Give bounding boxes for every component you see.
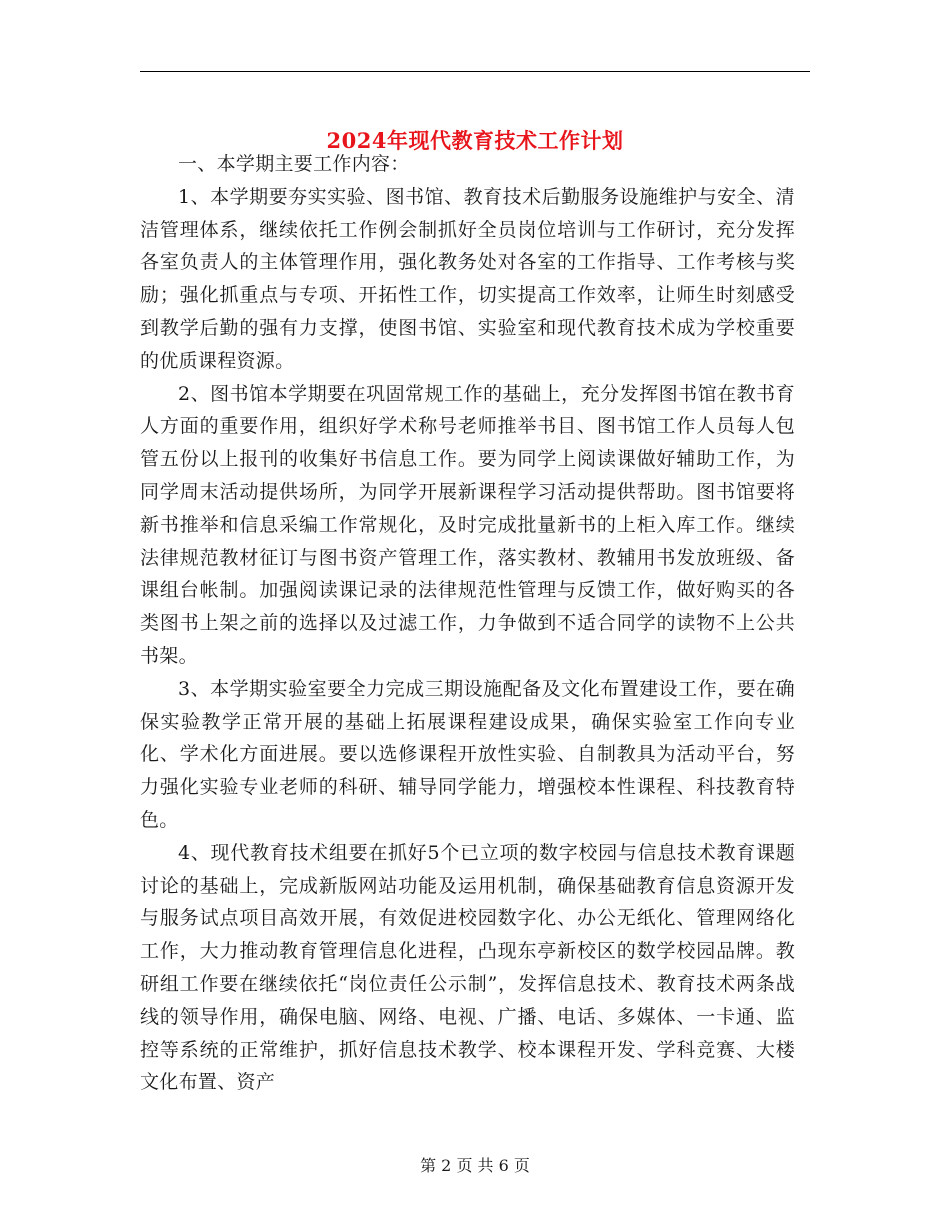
section-heading: 一、本学期主要工作内容：: [178, 153, 410, 175]
document-body: [140, 148, 795, 1099]
paragraph-4: 4、现代教育技术组要在抓好5个已立项的数字校园与信息技术教育课题讨论的基础上，完成新版网站功能及运用机制，确保基础教育信息资源开发与服务试点项目高效开展，有效促进校园数字化、办公无纸化、管理网络化工作，大力推动教育管理信息化进程，凸现东亭新校区的数学校园品牌。教研组工作要在继续依托“岗位责任公示制”，发挥信息技术、教育技术两条战线的领导作用，确保电脑、网络、电视、广播、电话、多媒体、一卡通、监控等系统的正常维护，抓好信息技术教学、校本课程开发、学科竞赛、大楼文化布置、资产: [140, 841, 795, 1094]
header-rule: [140, 71, 810, 72]
document-title: 2024年现代教育技术工作计划: [326, 128, 624, 154]
paragraph-1: 1、本学期要夯实实验、图书馆、教育技术后勤服务设施维护与安全、清洁管理体系，继续依托工作例会制抓好全员岗位培训与工作研讨，充分发挥各室负责人的主体管理作用，强化教务处对各室的工作指导、工作考核与奖励；强化抓重点与专项、开拓性工作，切实提高工作效率，让师生时刻感受到教学后勤的强有力支撑，使图书馆、实验室和现代教育技术成为学校重要的优质课程资源。: [140, 185, 795, 372]
page-number-footer: 第 2 页 共 6 页: [420, 1156, 530, 1175]
paragraph-3: 3、本学期实验室要全力完成三期设施配备及文化布置建设工作，要在确保实验教学正常开展的基础上拓展课程建设成果，确保实验室工作向专业化、学术化方面进展。要以选修课程开放性实验、自制教具为活动平台，努力强化实验专业老师的科研、辅导同学能力，增强校本性课程、科技教育特色。: [140, 677, 795, 831]
paragraph-2: 2、图书馆本学期要在巩固常规工作的基础上，充分发挥图书馆在教书育人方面的重要作用，组织好学术称号老师推举书目、图书馆工作人员每人包管五份以上报刊的收集好书信息工作。要为同学上阅读课做好辅助工作，为同学周末活动提供场所，为同学开展新课程学习活动提供帮助。图书馆要将新书推举和信息采编工作常规化，及时完成批量新书的上柜入库工作。继续法律规范教材征订与图书资产管理工作，落实教材、教辅用书发放班级、备课组台帐制。加强阅读课记录的法律规范性管理与反馈工作，做好购买的各类图书上架之前的选择以及过滤工作，力争做到不适合同学的读物不上公共书架。: [140, 382, 795, 667]
